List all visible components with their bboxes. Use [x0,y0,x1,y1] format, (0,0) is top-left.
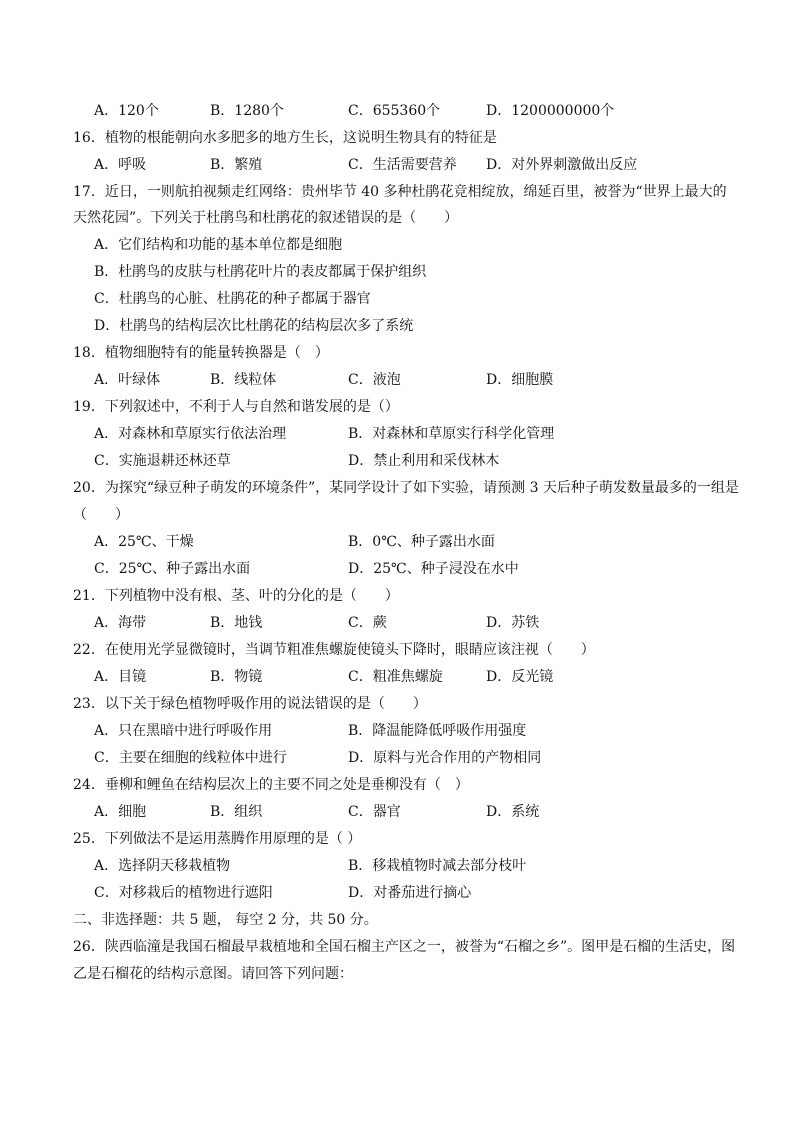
q25-option-c: C．对移栽后的植物进行遮阳 [94,885,273,901]
q26-stem-row-2 [0,964,794,984]
q20-stem-row-2 [0,505,794,525]
q21-options-row [0,613,794,633]
q23-options-row-2 [0,748,794,768]
q22-option-c: C．粗准焦螺旋 [348,669,443,685]
q23-option-c: C．主要在细胞的线粒体中进行 [94,750,287,766]
q25-stem: 25．下列做法不是运用蒸腾作用原理的是（ ） [73,831,362,847]
q22-option-d: D．反光镜 [486,669,554,685]
q18-option-c: C．液泡 [348,372,401,388]
q16-stem: 16．植物的根能朝向水多肥多的地方生长，这说明生物具有的特征是 [73,130,497,146]
q18-stem-row [0,343,794,363]
q19-options-row-2 [0,451,794,471]
q23-stem: 23．以下关于绿色植物呼吸作用的说法错误的是（ ） [73,696,427,712]
q25-option-d: D．对番茄进行摘心 [348,885,472,901]
q17-option-a-row [0,235,794,255]
q20-stem-line2: （ ） [73,507,129,523]
q19-options-row-1 [0,424,794,444]
q17-stem-row-2 [0,208,794,228]
q19-stem: 19．下列叙述中，不利于人与自然和谐发展的是（） [73,399,399,415]
q21-stem-row [0,586,794,606]
q17-option-b: B．杜鹃鸟的皮肤与杜鹃花叶片的表皮都属于保护组织 [94,264,427,280]
q17-option-b-row [0,262,794,282]
q17-stem-row-1 [0,182,794,202]
q18-option-d: D．细胞膜 [486,372,554,388]
q16-option-b: B．繁殖 [210,157,263,173]
q16-options-row [0,155,794,175]
q23-option-d: D．原料与光合作用的产物相同 [348,750,542,766]
q20-stem-row-1 [0,478,794,498]
q24-options-row [0,802,794,822]
section2-heading-row [0,910,794,930]
q15-option-c: C．655360个 [348,103,441,119]
q23-stem-row [0,694,794,714]
q19-option-a: A．对森林和草原实行依法治理 [94,426,287,442]
section2-heading: 二、非选择题：共 5 题， 每空 2 分，共 50 分。 [73,912,378,928]
q18-option-b: B．线粒体 [210,372,277,388]
q23-options-row-1 [0,721,794,741]
q26-stem-line2: 乙是石榴花的结构示意图。请回答下列问题： [73,966,353,982]
q22-option-a: A．目镜 [94,669,147,685]
q18-stem: 18．植物细胞特有的能量转换器是（ ） [73,345,329,361]
q20-option-d: D．25℃、种子浸没在水中 [348,561,519,577]
q16-option-d: D．对外界刺激做出反应 [486,157,638,173]
q25-option-b: B．移栽植物时减去部分枝叶 [348,858,527,874]
q17-option-c: C．杜鹃鸟的心脏、杜鹃花的种子都属于器官 [94,291,371,307]
q20-option-b: B．0℃、种子露出水面 [348,534,495,550]
q17-option-d-row [0,316,794,336]
q23-option-b: B．降温能降低呼吸作用强度 [348,723,527,739]
q25-options-row-1 [0,856,794,876]
q15-option-a: A．120个 [94,103,159,119]
q18-options-row [0,370,794,390]
q21-option-c: C．蕨 [348,615,387,631]
q23-option-a: A．只在黑暗中进行呼吸作用 [94,723,273,739]
q25-stem-row [0,829,794,849]
q19-option-d: D．禁止利用和采伐林木 [348,453,500,469]
q16-stem-row [0,128,794,148]
q24-option-a: A．细胞 [94,804,147,820]
q26-stem-row-1 [0,937,794,957]
q17-option-a: A．它们结构和功能的基本单位都是细胞 [94,237,343,253]
q20-stem-line1: 20．为探究“绿豆种子萌发的环境条件”，某同学设计了如下实验，请预测 3 天后种子萌发数量最多的一组是 [73,480,739,496]
q15-option-d: D．1200000000个 [486,103,615,119]
q25-option-a: A．选择阴天移栽植物 [94,858,231,874]
q26-stem-line1: 26．陕西临潼是我国石榴最早栽植地和全国石榴主产区之一，被誉为“石榴之乡”。图甲是石榴的生活史，图 [73,939,736,955]
q16-option-a: A．呼吸 [94,157,147,173]
q20-option-c: C．25℃、种子露出水面 [94,561,251,577]
q24-option-c: C．器官 [348,804,401,820]
q22-options-row [0,667,794,687]
q15-option-b: B．1280个 [210,103,284,119]
q24-stem: 24．垂柳和鲤鱼在结构层次上的主要不同之处是垂柳没有（ ） [73,777,469,793]
q17-option-d: D．杜鹃鸟的结构层次比杜鹃花的结构层次多了系统 [94,318,414,334]
q24-option-d: D．系统 [486,804,540,820]
q20-options-row-2 [0,559,794,579]
q19-option-b: B．对森林和草原实行科学化管理 [348,426,555,442]
q22-stem-row [0,640,794,660]
q21-option-d: D．苏铁 [486,615,540,631]
q15-options-row [0,101,794,121]
q20-option-a: A．25℃、干燥 [94,534,194,550]
q20-options-row-1 [0,532,794,552]
q17-stem-line1: 17．近日，一则航拍视频走红网络：贵州毕节 40 多种杜鹃花竞相绽放，绵延百里，被誉为“世界上最大的 [73,184,727,200]
q22-stem: 22．在使用光学显微镜时，当调节粗准焦螺旋使镜头下降时，眼睛应该注视（ ） [73,642,595,658]
q16-option-c: C．生活需要营养 [348,157,457,173]
q25-options-row-2 [0,883,794,903]
q21-option-b: B．地钱 [210,615,263,631]
q24-stem-row [0,775,794,795]
q18-option-a: A．叶绿体 [94,372,161,388]
q17-option-c-row [0,289,794,309]
q21-stem: 21．下列植物中没有根、茎、叶的分化的是（ ） [73,588,399,604]
q19-option-c: C．实施退耕还林还草 [94,453,231,469]
q21-option-a: A．海带 [94,615,147,631]
q19-stem-row [0,397,794,417]
q24-option-b: B．组织 [210,804,263,820]
q17-stem-line2: 天然花园”。下列关于杜鹃鸟和杜鹃花的叙述错误的是（ ） [73,210,459,226]
q22-option-b: B．物镜 [210,669,263,685]
